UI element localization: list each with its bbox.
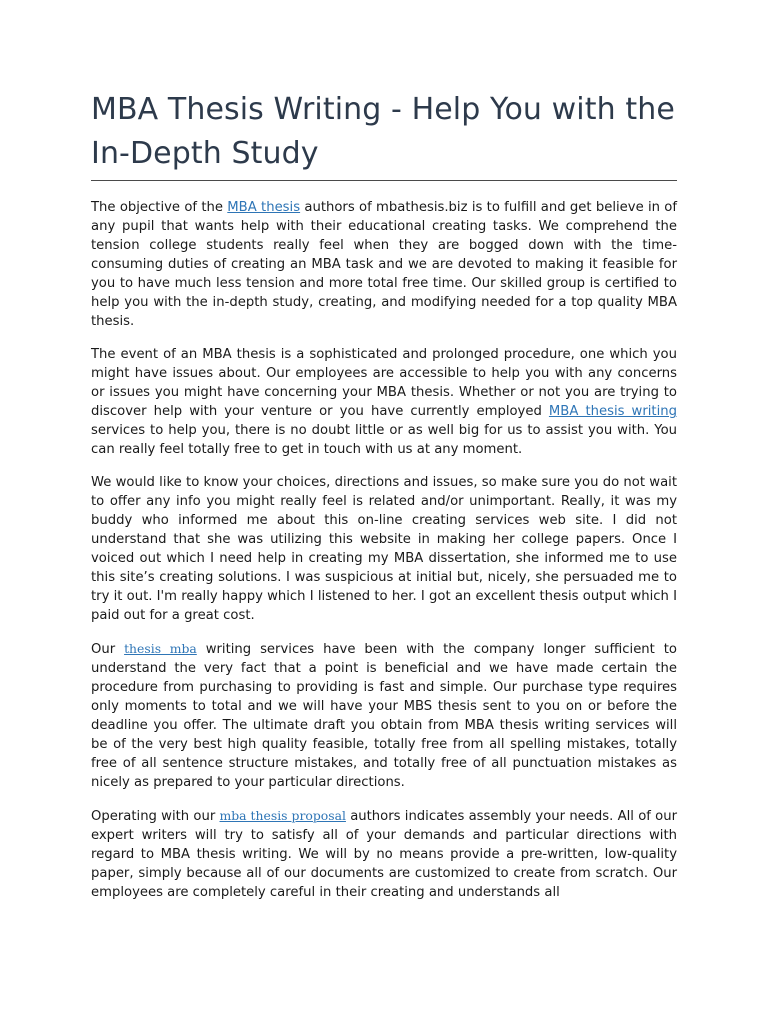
document-body — [91, 198, 677, 902]
paragraph-2-text-a: The event of an MBA thesis is a sophisticated and prolonged procedure, one which you might have issues about. Our employees are accessible to help you with any concerns or issues you might have concerning your MBA thesis. Whether or not you are trying to discover help with your venture or you have currently employed — [91, 347, 677, 419]
paragraph-5-text-a: Operating with our — [91, 809, 220, 824]
paragraph-1-text-a: The objective of the — [91, 200, 228, 215]
mba-thesis-link[interactable]: MBA thesis — [227, 200, 301, 215]
paragraph-2 — [91, 345, 677, 459]
mba-thesis-proposal-link[interactable]: mba thesis proposal — [219, 808, 346, 823]
paragraph-1-text-b: authors of mbathesis.biz is to fulfill and get believe in of any pupil that wants help with their educational creating tasks. We comprehend the tension college students really feel when they are bogged down with the time-consuming duties of creating an MBA task and we are devoted to making it feasible for you to have much less tension and more total free time. Our skilled group is certified to help you with the in-depth study, creating, and modifying needed for a top quality MBA thesis. — [91, 200, 678, 329]
paragraph-1 — [91, 198, 677, 331]
paragraph-5 — [91, 806, 677, 902]
paragraph-4 — [91, 639, 677, 792]
paragraph-4-text-b: writing services have been with the company longer sufficient to understand the very fact that a point is beneficial and we have made certain the procedure from purchasing to providing is fast and simple. Our purchase type requires only moments to total and we will have your MBS thesis sent to you on or before the deadline you offer. The ultimate draft you obtain from MBA thesis writing services will be of the very best high quality feasible, totally free from all spelling mistakes, totally free of all sentence structure mistakes, and totally free of all punctuation mistakes as nicely as prepared to your particular directions. — [91, 642, 677, 790]
paragraph-3: We would like to know your choices, directions and issues, so make sure you do not wait to offer any info you might really feel is related and/or unimportant. Really, it was my buddy who informed me about this on-line creating services web site. I did not understand that she was utilizing this website in making her college papers. Once I voiced out which I need help in creating my MBA dissertation, she informed me to use this site’s creating solutions. I was suspicious at initial but, nicely, she persuaded me to try it out. I'm really happy which I listened to her. I got an excellent thesis output which I paid out for a great cost. — [91, 475, 677, 623]
paragraph-5-text-b: authors indicates assembly your needs. All of our expert writers will try to satisfy all of your demands and particular directions with regard to MBA thesis writing. We will by no means provide a pre-written, low-quality paper, simply because all of our documents are customized to create from scratch. Our employees are completely careful in their creating and understands all — [91, 809, 677, 900]
paragraph-4-text-a: Our — [91, 642, 125, 657]
paragraph-2-text-b: services to help you, there is no doubt little or as well big for us to assist you with. You can really feel totally free to get in touch with us at any moment. — [91, 423, 677, 457]
mba-thesis-writing-link[interactable]: MBA thesis writing — [548, 404, 677, 419]
thesis-mba-link[interactable]: thesis mba — [124, 641, 197, 656]
page-title: MBA Thesis Writing - Help You with the In-Depth Study — [91, 88, 677, 181]
